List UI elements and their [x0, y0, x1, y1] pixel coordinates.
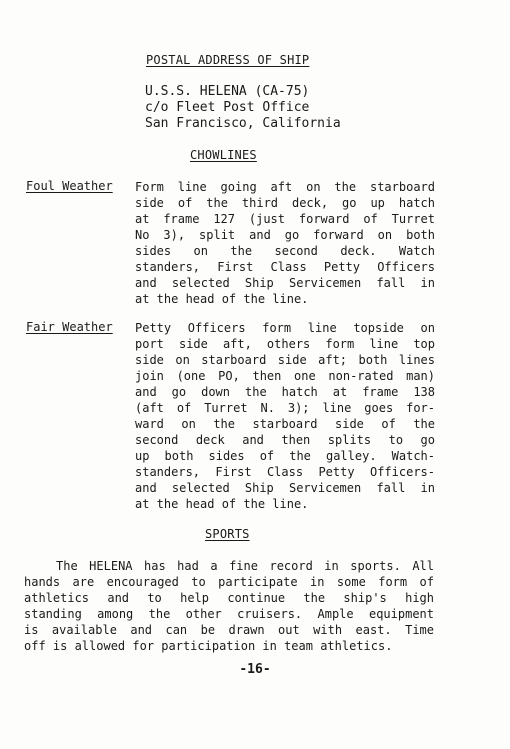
address-line: San Francisco, California: [145, 116, 341, 131]
text-line: standers, First Class Petty Officers-: [135, 465, 435, 479]
text-line: at frame 127 (just forward of Turret: [135, 212, 435, 226]
text-line: hands are encouraged to participate in some form of: [24, 575, 434, 589]
foul-weather-text: [135, 179, 435, 307]
page-number: -16-: [239, 662, 271, 677]
sports-text: [24, 558, 434, 654]
text-line: up both sides of the galley. Watch-: [135, 449, 435, 463]
text-line: and selected Ship Servicemen fall in: [135, 276, 435, 290]
text-line: at the head of the line.: [135, 497, 309, 511]
text-line: The HELENA has had a fine record in sports. All: [56, 559, 434, 573]
text-line: and selected Ship Servicemen fall in: [135, 481, 435, 495]
postal-address-heading: POSTAL ADDRESS OF SHIP: [146, 53, 310, 67]
text-line: second deck and then splits to go: [135, 433, 435, 447]
sports-heading: SPORTS: [205, 527, 250, 541]
postal-address-block: [145, 84, 341, 132]
text-line: off is allowed for participation in team athletics.: [24, 639, 393, 653]
fair-weather-text: [135, 320, 435, 512]
text-line: ward on the starboard side of the: [135, 417, 435, 431]
text-line: Petty Officers form line topside on: [135, 321, 435, 335]
fair-weather-label: Fair Weather: [26, 320, 113, 334]
foul-weather-label: Foul Weather: [26, 179, 113, 193]
text-line: side on starboard side aft; both lines: [135, 353, 435, 367]
address-line: U.S.S. HELENA (CA-75): [145, 84, 310, 99]
text-line: side of the third deck, go up hatch: [135, 196, 435, 210]
text-line: sides on the second deck. Watch: [135, 244, 435, 258]
address-line: c/o Fleet Post Office: [145, 100, 310, 115]
text-line: (aft of Turret N. 3); line goes for-: [135, 401, 435, 415]
text-line: at the head of the line.: [135, 292, 309, 306]
text-line: join (one PO, then one non-rated man): [135, 369, 435, 383]
text-line: port side aft, others form line top: [135, 337, 435, 351]
chowlines-heading: CHOWLINES: [190, 148, 257, 162]
text-line: No 3), split and go forward on both: [135, 228, 435, 242]
text-line: Form line going aft on the starboard: [135, 180, 435, 194]
text-line: athletics and to help continue the ship's high: [24, 591, 434, 605]
text-line: is available and can be drawn out with east. Time: [24, 623, 434, 637]
text-line: standers, First Class Petty Officers: [135, 260, 435, 274]
text-line: and go down the hatch at frame 138: [135, 385, 435, 399]
text-line: standing among the other cruisers. Ample equipment: [24, 607, 434, 621]
